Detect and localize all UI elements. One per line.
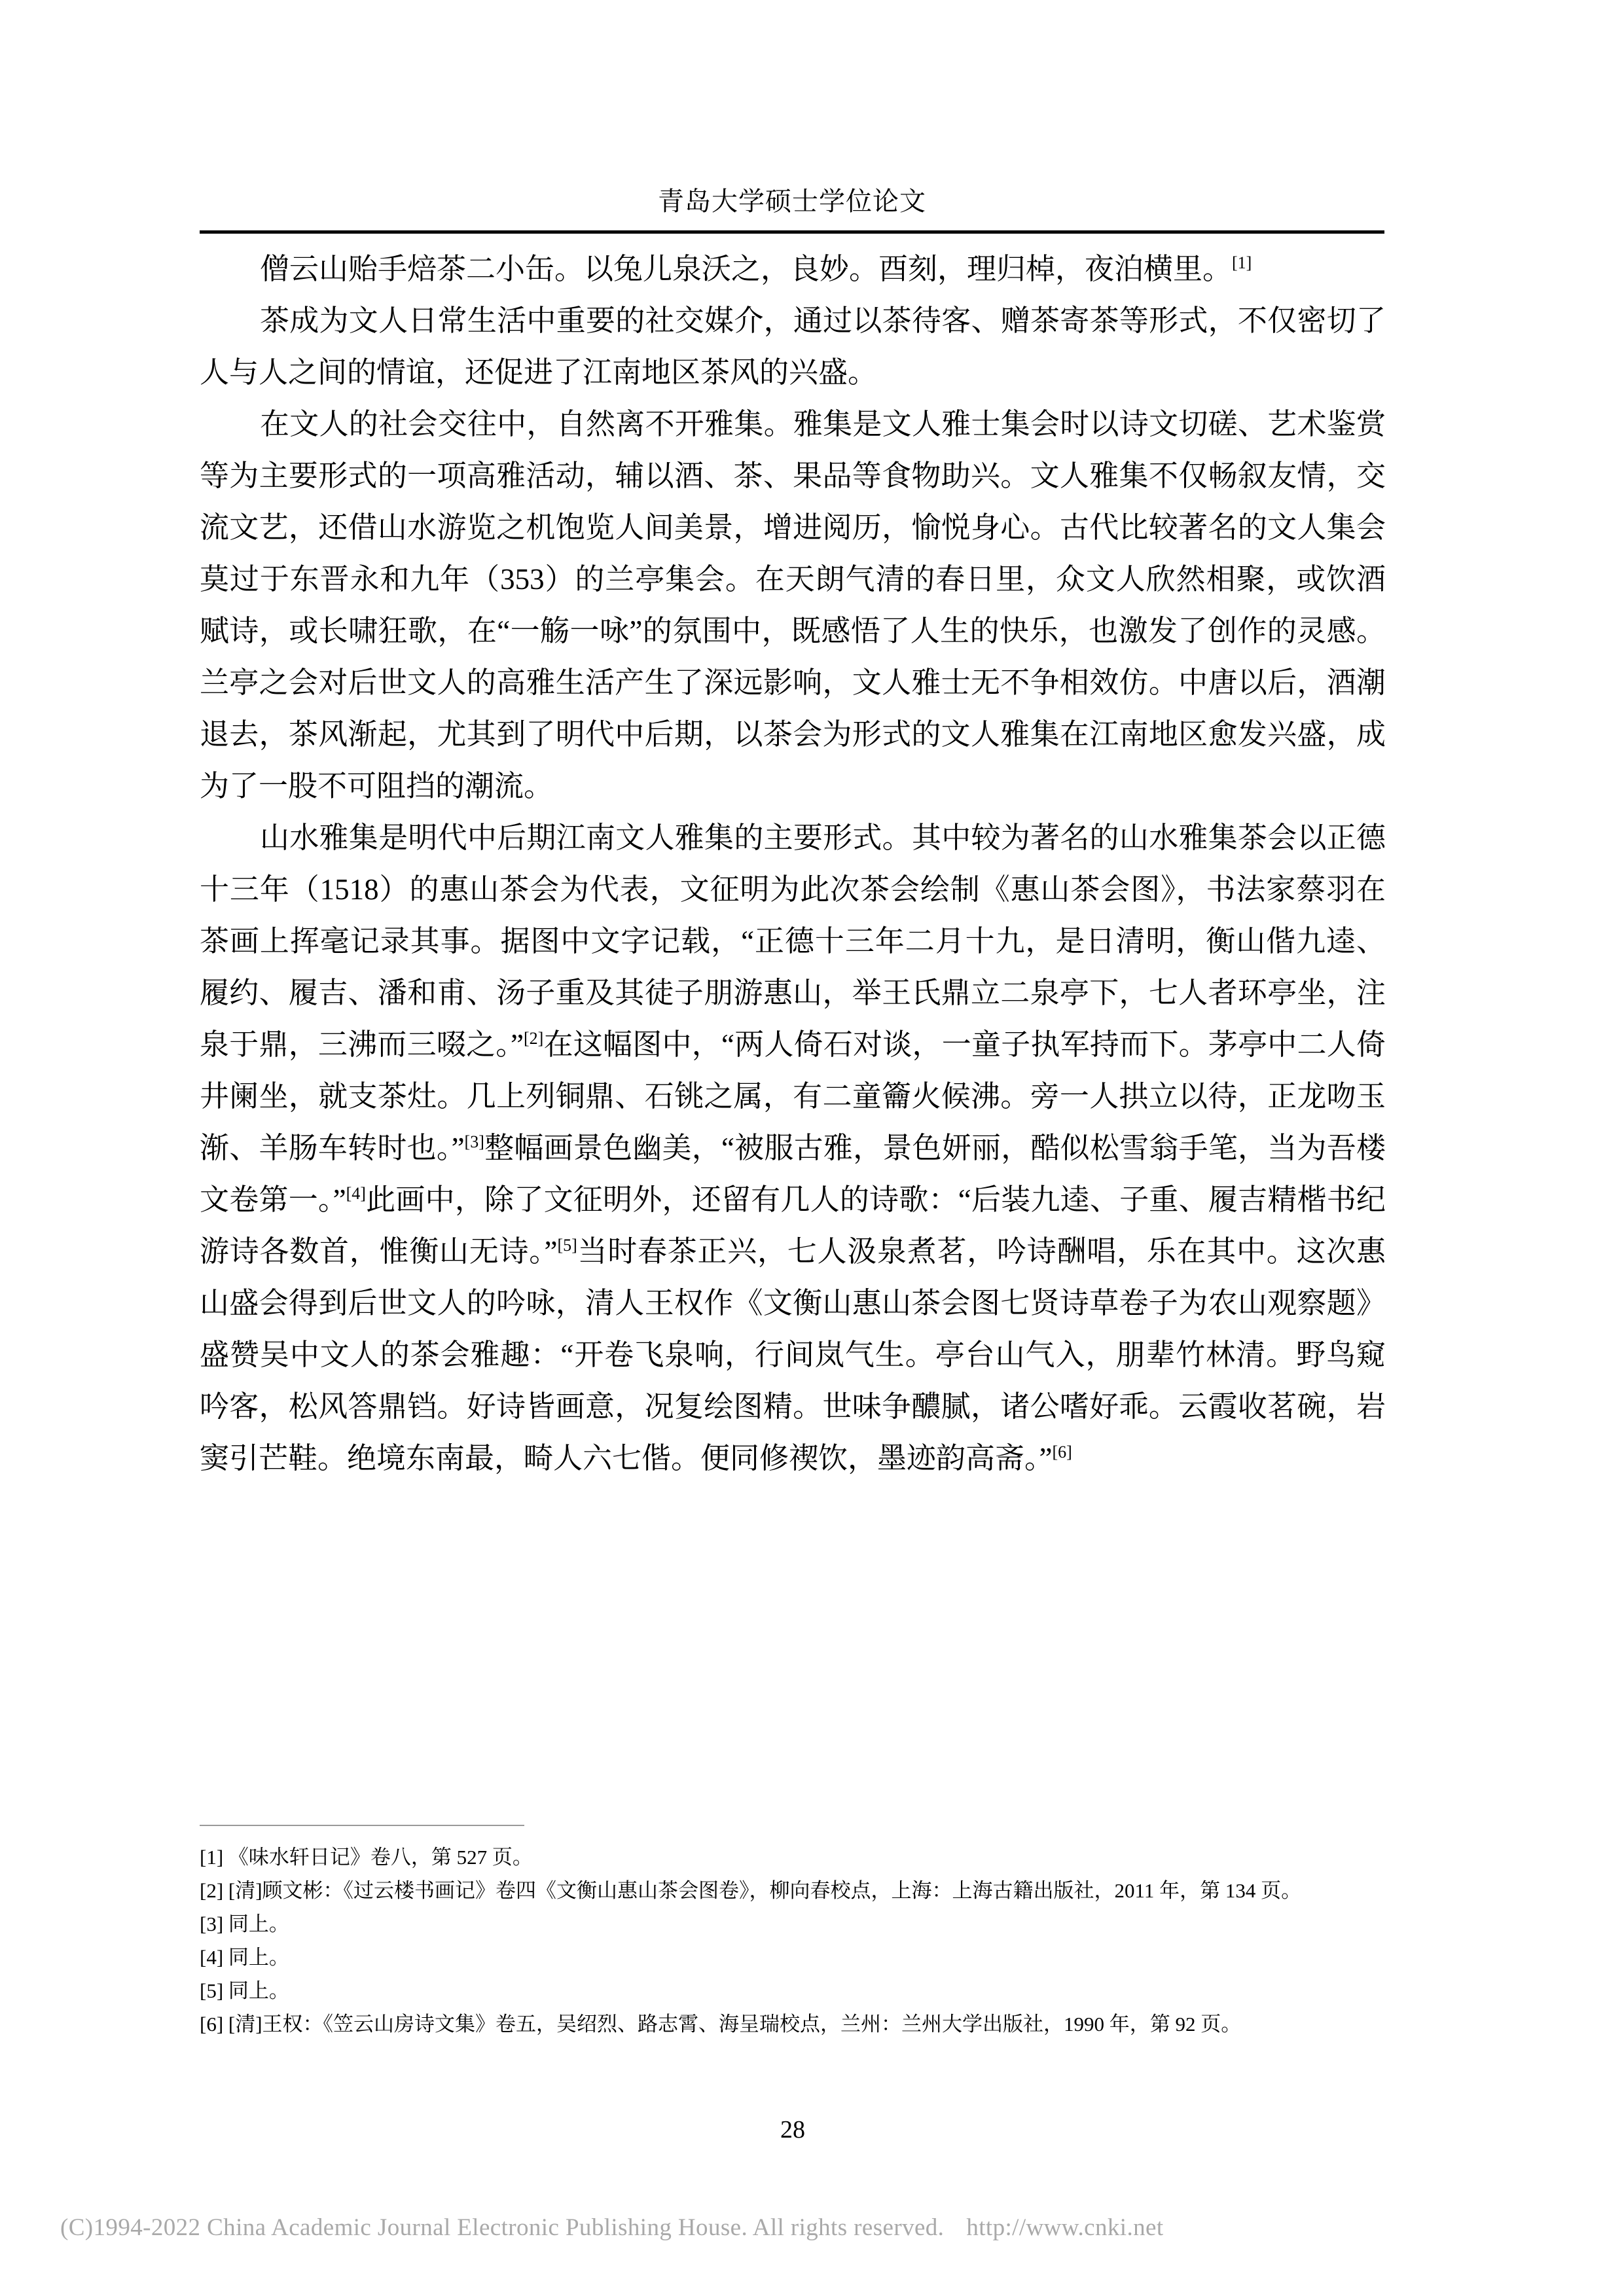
- footnote-text: [清]顾文彬：《过云楼书画记》卷四《文衡山惠山茶会图卷》，柳向春校点，上海：上海古籍出版社，2011 年，第 134 页。: [223, 1879, 1302, 1902]
- footnote-marker[interactable]: [2]: [200, 1879, 224, 1902]
- footnote-marker[interactable]: [4]: [200, 1946, 224, 1969]
- page-number: 28: [780, 2116, 805, 2144]
- footnote-text: [清]王权：《笠云山房诗文集》卷五，吴绍烈、路志霄、海呈瑞校点，兰州：兰州大学出版社，1990 年，第 92 页。: [223, 2013, 1242, 2036]
- body-paragraph: [200, 243, 1386, 295]
- running-header: 青岛大学硕士学位论文: [658, 187, 926, 216]
- header-rule: [200, 230, 1384, 234]
- footnote-reference[interactable]: [6]: [1052, 1443, 1072, 1462]
- footnote-item: [200, 1907, 1386, 1941]
- footnote-item: [200, 1974, 1386, 2007]
- footnote-reference[interactable]: [4]: [346, 1184, 366, 1203]
- cnki-copyright-footer: [60, 2214, 1566, 2242]
- footnote-text: 《味水轩日记》卷八，第 527 页。: [223, 1846, 533, 1869]
- footnote-text: 同上。: [223, 1946, 289, 1969]
- paragraph-text: 在这幅图中，“两人倚石对谈，一童子执军持而下。茅亭中二人倚井阑坐，就支茶灶。几上列铜鼎、石铫之属，有二童籥火候沸。旁一人拱立以待，正龙吻玉渐、羊肠车转时也。”: [200, 1028, 1386, 1164]
- footnote-marker[interactable]: [3]: [200, 1912, 224, 1935]
- footnote-list: [200, 1840, 1386, 2041]
- footnote-separator-rule: [200, 1825, 524, 1826]
- footnote-item: [200, 1874, 1386, 1907]
- footnote-item: [200, 1840, 1386, 1874]
- footnote-item: [200, 2007, 1386, 2041]
- paragraph-text: 此画中，除了文征明外，还留有几人的诗歌：“后装九逵、子重、履吉精楷书纪游诗各数首，惟衡山无诗。”: [200, 1183, 1386, 1268]
- footnote-item: [200, 1941, 1386, 1974]
- paragraph-text: 在文人的社会交往中，自然离不开雅集。雅集是文人雅士集会时以诗文切磋、艺术鉴赏等为主要形式的一项高雅活动，辅以酒、茶、果品等食物助兴。文人雅集不仅畅叙友情，交流文艺，还借山水游览之机饱览人间美景，增进阅历，愉悦身心。古代比较著名的文人集会莫过于东晋永和九年（353）的兰亭集会。在天朗气清的春日里，众文人欣然相聚，或饮酒赋诗，或长啸狂歌，在“一觞一咏”的氛围中，既感悟了人生的快乐，也激发了创作的灵感。兰亭之会对后世文人的高雅生活产生了深远影响，文人雅士无不争相效仿。中唐以后，酒潮退去，茶风渐起，尤其到了明代中后期，以茶会为形式的文人雅集在江南地区愈发兴盛，成为了一股不可阻挡的潮流。: [200, 408, 1386, 802]
- footnote-reference[interactable]: [3]: [464, 1132, 484, 1151]
- paragraph-text: 茶成为文人日常生活中重要的社交媒介，通过以茶待客、赠茶寄茶等形式，不仅密切了人与人之间的情谊，还促进了江南地区茶风的兴盛。: [200, 304, 1386, 389]
- footnote-reference[interactable]: [2]: [524, 1029, 544, 1048]
- paragraph-text: 僧云山贻手焙茶二小缶。以兔儿泉沃之，良妙。酉刻，理归棹，夜泊横里。: [260, 253, 1233, 285]
- footnote-marker[interactable]: [1]: [200, 1846, 224, 1869]
- cnki-url: http://www.cnki.net: [966, 2214, 1164, 2241]
- footnote-text: 同上。: [223, 1912, 289, 1935]
- paragraph-text: 整幅画景色幽美，“被服古雅，景色妍丽，酷似松雪翁手笔，当为吾楼文卷第一。”: [200, 1132, 1386, 1216]
- body-paragraph: [200, 812, 1386, 1484]
- footnote-reference[interactable]: [1]: [1232, 253, 1252, 272]
- footnote-marker[interactable]: [6]: [200, 2013, 224, 2036]
- paragraph-text: 当时春茶正兴，七人汲泉煮茗，吟诗酬唱，乐在其中。这次惠山盛会得到后世文人的吟咏，清人王权作《文衡山惠山茶会图七贤诗草卷子为农山观察题》盛赞吴中文人的茶会雅趣：“开卷飞泉响，行间岚气生。亭台山气入，朋辈竹林清。野鸟窥吟客，松风答鼎铛。好诗皆画意，况复绘图精。世味争醲腻，诸公嗜好乖。云霞收茗碗，岩窦引芒鞋。绝境东南最，畸人六七偕。便同修禊饮，墨迹韵高斋。”: [200, 1235, 1386, 1475]
- body-paragraph: [200, 295, 1386, 399]
- paragraph-text: 山水雅集是明代中后期江南文人雅集的主要形式。其中较为著名的山水雅集茶会以正德十三年（1518）的惠山茶会为代表，文征明为此次茶会绘制《惠山茶会图》，书法家蔡羽在茶画上挥毫记录其事。据图中文字记载，“正德十三年二月十九，是日清明，衡山偕九逵、履约、履吉、潘和甫、汤子重及其徒子朋游惠山，举王氏鼎立二泉亭下，七人者环亭坐，注泉于鼎，三沸而三啜之。”: [200, 821, 1386, 1061]
- body-paragraph: [200, 399, 1386, 812]
- footnote-reference[interactable]: [5]: [557, 1236, 577, 1255]
- footnote-text: 同上。: [223, 1979, 289, 2002]
- page-body: [200, 243, 1386, 1484]
- cnki-copyright-text: (C)1994-2022 China Academic Journal Electronic Publishing House. All rights reserved.: [60, 2214, 945, 2241]
- footnote-marker[interactable]: [5]: [200, 1979, 224, 2002]
